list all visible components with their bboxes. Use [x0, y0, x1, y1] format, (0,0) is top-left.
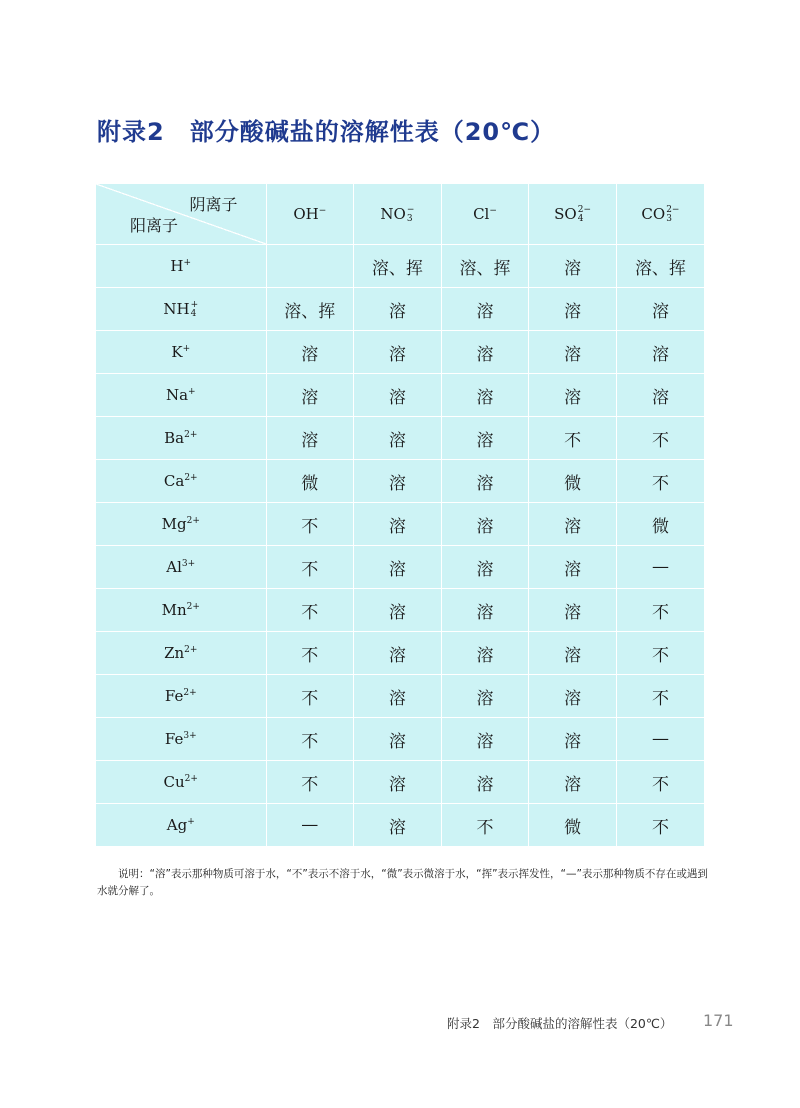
solubility-cell: 溶 [354, 288, 442, 331]
cation-header-cell [96, 503, 266, 546]
ion-symbol: Na [165, 386, 189, 404]
ion-charge: 2+ [184, 430, 198, 440]
ion-symbol: CO [641, 205, 666, 223]
solubility-cell: 微 [266, 460, 354, 503]
solubility-table-container [96, 184, 704, 846]
table-row [96, 761, 704, 804]
solubility-cell: 溶 [441, 761, 529, 804]
cation-label [163, 300, 198, 318]
cation-header-cell [96, 331, 266, 374]
solubility-cell: 溶 [616, 331, 704, 374]
solubility-cell: 溶 [529, 761, 617, 804]
solubility-cell: 溶 [441, 460, 529, 503]
legend-note: 说明：“溶”表示那种物质可溶于水，“不”表示不溶于水，“微”表示微溶于水，“挥”表示挥发性，“—”表示那种物质不存在或遇到水就分解了。 [97, 868, 708, 897]
ion-charge: 2+ [184, 774, 198, 784]
ion-symbol: Zn [164, 644, 185, 662]
cation-header-cell [96, 761, 266, 804]
cation-axis-label: 阳离子 [130, 216, 179, 235]
cation-label [162, 515, 200, 533]
ion-symbol: Fe [164, 730, 184, 748]
solubility-cell: 溶 [441, 417, 529, 460]
solubility-cell: 不 [266, 589, 354, 632]
solubility-cell: 溶 [441, 718, 529, 761]
table-row [96, 288, 704, 331]
solubility-cell [266, 245, 354, 288]
solubility-cell: 溶 [441, 632, 529, 675]
cation-label [166, 558, 195, 576]
ion-symbol: H [170, 257, 184, 275]
table-row [96, 245, 704, 288]
solubility-cell: 溶 [441, 331, 529, 374]
solubility-cell: 溶 [529, 718, 617, 761]
table-row [96, 632, 704, 675]
anion-label [380, 205, 414, 223]
table-row [96, 417, 704, 460]
solubility-cell: 不 [616, 417, 704, 460]
ion-symbol: Cl [473, 205, 490, 223]
ion-charge: 3+ [181, 559, 196, 569]
solubility-cell: 溶 [354, 804, 442, 847]
cation-label [165, 730, 197, 748]
ion-symbol: SO [554, 205, 577, 223]
solubility-cell: 溶 [354, 632, 442, 675]
cation-header-cell [96, 804, 266, 847]
ion-symbol: Al [166, 558, 182, 576]
solubility-cell: 溶 [354, 761, 442, 804]
cation-label [162, 601, 200, 619]
solubility-cell: 溶 [266, 331, 354, 374]
solubility-cell: 不 [651, 817, 669, 838]
solubility-cell: 溶、挥 [441, 245, 529, 288]
cation-label [170, 257, 191, 275]
solubility-cell: 不 [266, 546, 354, 589]
anion-header-cell [616, 184, 704, 245]
solubility-cell: 微 [529, 460, 617, 503]
solubility-cell: 不 [441, 804, 529, 847]
cation-header-cell [96, 460, 266, 503]
solubility-cell: 不 [266, 718, 354, 761]
ion-subscript: 4 [190, 309, 197, 319]
table-row [96, 503, 704, 546]
solubility-cell: 溶 [441, 288, 529, 331]
ion-subscript: 3 [406, 214, 413, 224]
solubility-cell: 溶 [266, 374, 354, 417]
solubility-cell: 溶、挥 [266, 288, 354, 331]
solubility-cell: 溶 [354, 460, 442, 503]
anion-label [641, 205, 679, 223]
solubility-cell: 溶 [616, 288, 704, 331]
cation-header-cell [96, 546, 266, 589]
anion-header-cell [529, 184, 617, 245]
table-row [96, 460, 704, 503]
solubility-cell: 溶 [529, 546, 617, 589]
anion-header-cell [266, 184, 354, 245]
table-header-row [96, 184, 704, 245]
solubility-cell: — [266, 804, 354, 847]
ion-symbol: Ca [163, 472, 185, 490]
solubility-cell: 不 [266, 503, 354, 546]
ion-charge: 2+ [184, 473, 198, 483]
ion-charge: 3+ [183, 731, 197, 741]
footer-running-title: 附录2 部分酸碱盐的溶解性表（20℃） [447, 1016, 673, 1031]
anion-header-cell [441, 184, 529, 245]
solubility-cell: — [616, 546, 704, 589]
solubility-cell: 溶 [354, 331, 442, 374]
solubility-cell: 不 [616, 589, 704, 632]
anion-label [293, 205, 326, 223]
table-row [96, 718, 704, 761]
ion-subscript: 4 [577, 214, 584, 224]
solubility-cell: 溶 [441, 374, 529, 417]
solubility-cell: 不 [616, 761, 704, 804]
ion-charge: − [406, 205, 415, 215]
table-row [96, 546, 704, 589]
ion-symbol: Cu [163, 773, 185, 791]
ion-charge-stack [407, 206, 415, 224]
solubility-cell: 溶 [266, 417, 354, 460]
solubility-cell: — [616, 718, 704, 761]
ion-charge: + [183, 258, 192, 268]
solubility-cell: 不 [616, 675, 704, 718]
cation-label [167, 816, 195, 834]
cation-header-cell [96, 245, 266, 288]
table-row [96, 374, 704, 417]
solubility-cell: 溶 [529, 374, 617, 417]
ion-charge: 2+ [186, 602, 200, 612]
ion-charge: + [187, 817, 195, 827]
solubility-cell: 溶、挥 [616, 245, 704, 288]
ion-charge: + [188, 387, 196, 397]
page-title: 附录2 部分酸碱盐的溶解性表（20℃） [97, 118, 556, 146]
ion-symbol: OH [293, 205, 319, 223]
ion-charge: − [489, 206, 497, 216]
cation-header-cell [96, 675, 266, 718]
cation-header-cell [96, 632, 266, 675]
cation-label [171, 343, 190, 361]
ion-symbol: NO [380, 205, 406, 223]
solubility-cell: 溶 [529, 288, 617, 331]
ion-symbol: NH [163, 300, 190, 318]
corner-header-cell [96, 184, 266, 245]
solubility-cell: 不 [266, 675, 354, 718]
cation-label [164, 773, 198, 791]
solubility-cell: 不 [616, 632, 704, 675]
ion-charge: + [190, 300, 199, 310]
table-row [96, 675, 704, 718]
solubility-cell: 溶 [354, 417, 442, 460]
table-row [96, 804, 704, 847]
ion-symbol: Mg [161, 515, 187, 533]
ion-symbol: Fe [164, 687, 184, 705]
solubility-cell: 不 [616, 460, 704, 503]
ion-charge: 2− [577, 205, 591, 215]
ion-symbol: Ba [164, 429, 185, 447]
cation-label [164, 429, 197, 447]
ion-charge-stack [191, 301, 199, 319]
anion-label [473, 205, 497, 223]
cation-label [164, 644, 197, 662]
solubility-cell: 溶 [529, 632, 617, 675]
ion-subscript: 3 [666, 214, 672, 224]
ion-charge: − [318, 206, 327, 216]
solubility-cell: 不 [529, 417, 617, 460]
solubility-cell: 不 [266, 632, 354, 675]
anion-label [554, 205, 591, 223]
ion-charge-stack [666, 206, 679, 224]
ion-symbol: Ag [166, 816, 188, 834]
cation-label [164, 472, 198, 490]
ion-symbol: Mn [161, 601, 187, 619]
ion-charge: 2+ [184, 645, 198, 655]
solubility-cell: 溶 [354, 503, 442, 546]
anion-axis-label: 阴离子 [189, 195, 238, 214]
solubility-cell: 溶 [441, 675, 529, 718]
solubility-table [96, 184, 704, 846]
ion-charge: 2+ [183, 688, 197, 698]
cation-header-cell [96, 589, 266, 632]
solubility-cell: 溶 [354, 546, 442, 589]
solubility-cell: 溶 [529, 675, 617, 718]
anion-header-cell [354, 184, 442, 245]
cation-header-cell [96, 417, 266, 460]
cation-header-cell [96, 288, 266, 331]
solubility-cell: 溶 [529, 503, 617, 546]
cation-label [166, 386, 196, 404]
solubility-cell: 溶 [529, 331, 617, 374]
solubility-cell: 微 [616, 503, 704, 546]
page-number: 171 [703, 1011, 734, 1030]
solubility-cell: 溶 [354, 589, 442, 632]
table-row [96, 589, 704, 632]
solubility-cell: 溶 [354, 718, 442, 761]
ion-charge-stack [578, 206, 591, 224]
cation-header-cell [96, 374, 266, 417]
ion-charge: 2− [666, 205, 680, 215]
cation-header-cell [96, 718, 266, 761]
solubility-cell: 溶、挥 [354, 245, 442, 288]
ion-charge: + [182, 344, 191, 354]
solubility-cell: 溶 [354, 675, 442, 718]
ion-charge: 2+ [186, 516, 200, 526]
solubility-cell: 微 [529, 804, 617, 847]
solubility-cell: 溶 [529, 589, 617, 632]
solubility-cell: 溶 [441, 503, 529, 546]
solubility-cell: 溶 [441, 546, 529, 589]
table-row [96, 331, 704, 374]
cation-label [165, 687, 197, 705]
solubility-cell: 不 [266, 761, 354, 804]
solubility-cell: 溶 [616, 374, 704, 417]
ion-symbol: K [171, 343, 183, 361]
solubility-cell: 溶 [354, 374, 442, 417]
solubility-cell: 溶 [441, 589, 529, 632]
solubility-cell: 溶 [529, 245, 617, 288]
